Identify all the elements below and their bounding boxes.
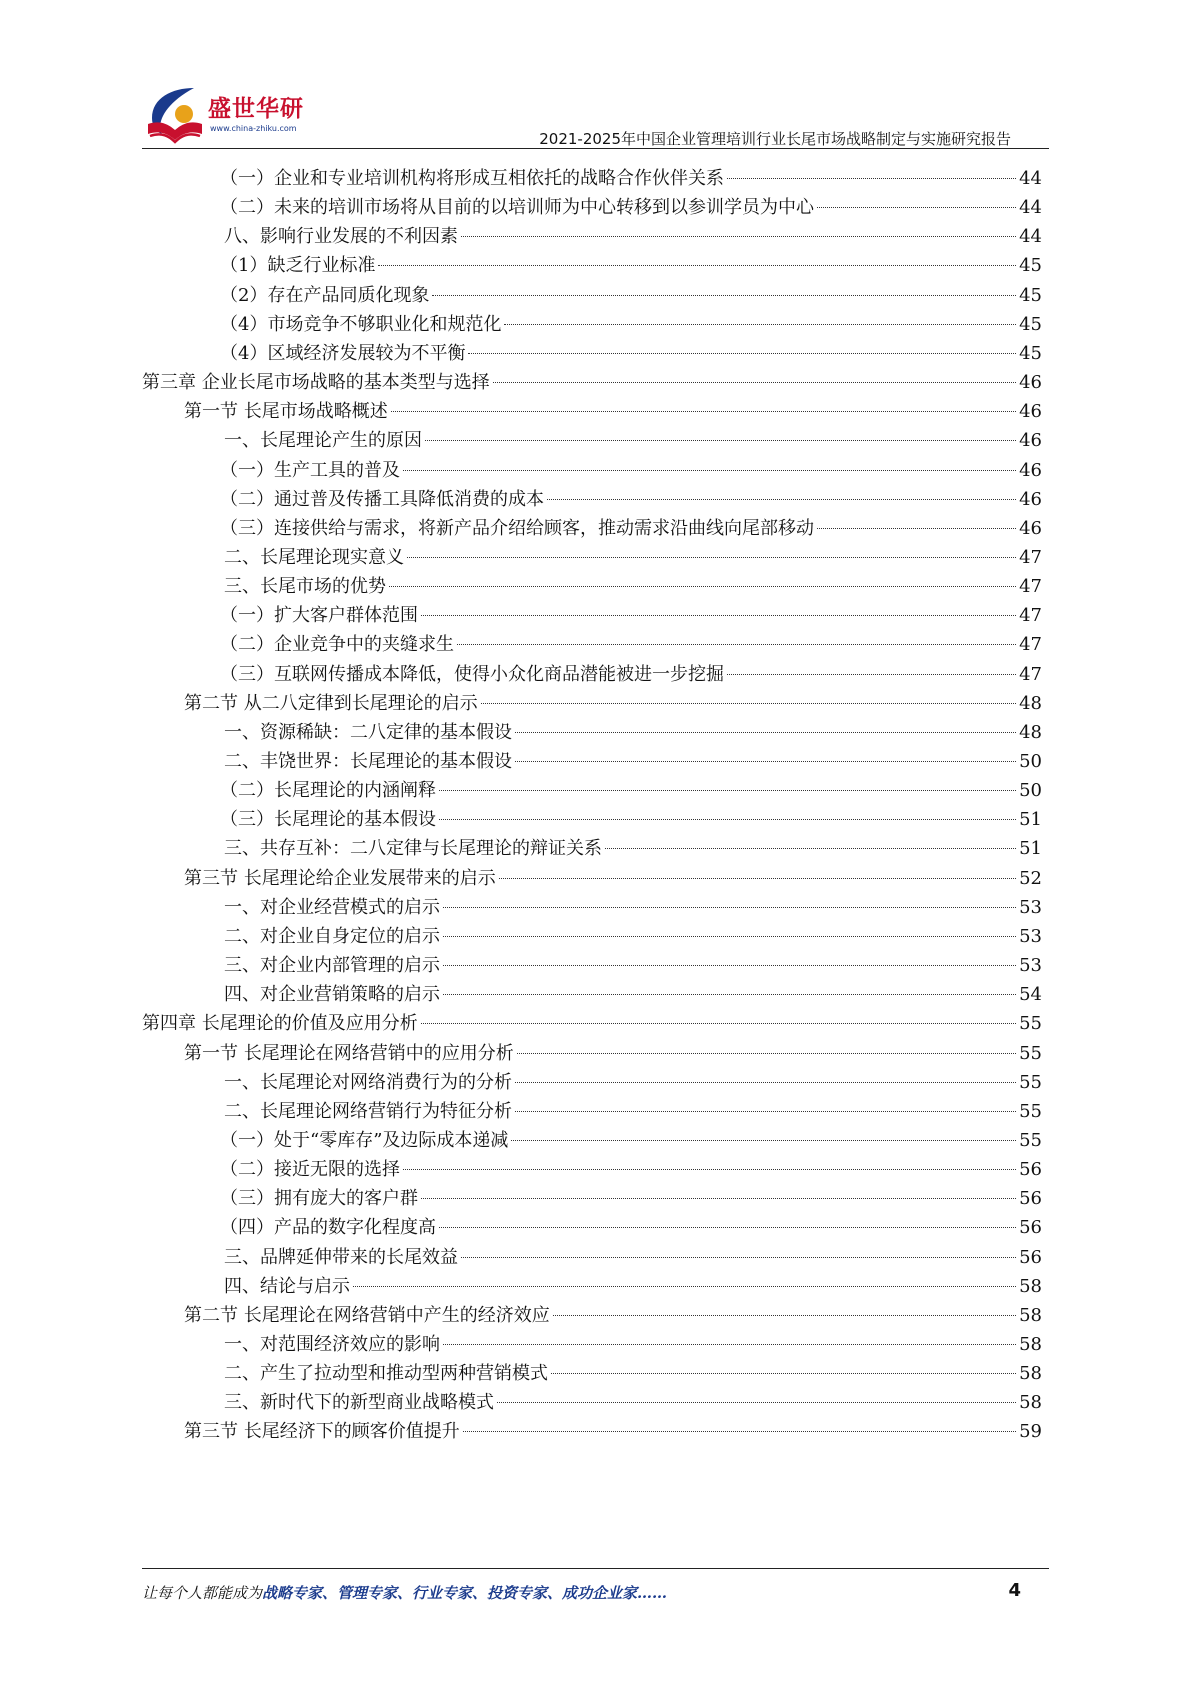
toc-leader-dots	[547, 499, 1016, 500]
toc-entry-page: 46	[1019, 517, 1042, 539]
toc-entry-title: 第三节 长尾经济下的顾客价值提升	[184, 1421, 460, 1443]
toc-entry-page: 53	[1019, 925, 1042, 947]
toc-entry-title: （一）企业和专业培训机构将形成互相依托的战略合作伙伴关系	[220, 168, 724, 189]
toc-entry-title: （二）接近无限的选择	[220, 1159, 400, 1181]
toc-leader-dots	[515, 761, 1016, 762]
footer-slogan-highlight: 战略专家、管理专家、行业专家、投资专家、成功企业家……	[262, 1584, 668, 1602]
toc-entry-title: 八、影响行业发展的不利因素	[224, 226, 458, 248]
toc-entry-title: 第一节 长尾市场战略概述	[184, 401, 388, 423]
toc-entry[interactable]	[142, 1272, 1042, 1302]
toc-leader-dots	[439, 790, 1016, 791]
toc-entry-page: 58	[1019, 1304, 1042, 1326]
toc-entry-title: （2）存在产品同质化现象	[220, 284, 430, 306]
toc-entry-title: 三、品牌延伸带来的长尾效益	[224, 1246, 458, 1268]
toc-entry-page: 47	[1019, 634, 1042, 656]
toc-entry-page: 58	[1019, 1275, 1042, 1297]
footer-divider	[142, 1568, 1049, 1569]
toc-entry[interactable]	[142, 514, 1042, 544]
toc-entry-title: （一）扩大客户群体范围	[220, 605, 418, 627]
toc-leader-dots	[468, 353, 1016, 354]
toc-entry-title: 一、对企业经营模式的启示	[224, 896, 440, 918]
toc-entry-title: 第三节 长尾理论给企业发展带来的启示	[184, 867, 496, 889]
toc-entry-page: 44	[1019, 226, 1042, 248]
toc-entry[interactable]	[142, 1213, 1042, 1243]
toc-entry-title: 三、新时代下的新型商业战略模式	[224, 1392, 494, 1414]
toc-entry[interactable]	[142, 543, 1042, 573]
toc-entry[interactable]	[142, 368, 1042, 398]
toc-leader-dots	[443, 965, 1016, 966]
toc-entry-title: 第三章 企业长尾市场战略的基本类型与选择	[142, 372, 490, 394]
toc-leader-dots	[727, 674, 1016, 675]
toc-leader-dots	[421, 615, 1016, 616]
toc-leader-dots	[493, 382, 1016, 383]
toc-leader-dots	[439, 1227, 1016, 1228]
header-divider	[142, 148, 1049, 149]
toc-entry[interactable]	[142, 718, 1042, 748]
toc-entry-title: （二）长尾理论的内涵阐释	[220, 780, 436, 802]
toc-entry-title: 第四章 长尾理论的价值及应用分析	[142, 1013, 418, 1035]
toc-entry-page: 55	[1019, 1071, 1042, 1093]
toc-entry-page: 58	[1019, 1363, 1042, 1385]
toc-leader-dots	[353, 1286, 1016, 1287]
toc-leader-dots	[515, 1082, 1016, 1083]
toc-entry[interactable]	[142, 193, 1042, 223]
toc-entry-page: 55	[1019, 1129, 1042, 1151]
toc-entry[interactable]	[142, 834, 1042, 864]
toc-entry-title: 四、结论与启示	[224, 1275, 350, 1297]
toc-entry-title: 二、丰饶世界：长尾理论的基本假设	[224, 751, 512, 772]
toc-entry[interactable]	[142, 1417, 1042, 1447]
toc-entry-page: 52	[1019, 867, 1042, 889]
toc-entry-page: 45	[1019, 284, 1042, 306]
toc-entry-page: 46	[1019, 459, 1042, 481]
toc-leader-dots	[443, 1344, 1016, 1345]
toc-entry[interactable]	[142, 922, 1042, 952]
toc-entry-title: 三、共存互补：二八定律与长尾理论的辩证关系	[224, 838, 602, 860]
toc-entry[interactable]	[142, 397, 1042, 427]
toc-entry-title: 二、产生了拉动型和推动型两种营销模式	[224, 1363, 548, 1385]
toc-entry-title: 第一节 长尾理论在网络营销中的应用分析	[184, 1042, 514, 1064]
toc-leader-dots	[461, 1257, 1016, 1258]
toc-entry[interactable]	[142, 630, 1042, 660]
toc-entry-page: 53	[1019, 896, 1042, 918]
toc-leader-dots	[461, 236, 1016, 237]
toc-entry-page: 53	[1019, 955, 1042, 977]
toc-leader-dots	[817, 207, 1016, 208]
toc-entry-title: 三、对企业内部管理的启示	[224, 955, 440, 977]
toc-leader-dots	[517, 1053, 1016, 1054]
toc-entry[interactable]	[142, 1301, 1042, 1331]
toc-entry[interactable]	[142, 485, 1042, 515]
toc-entry-title: （4）市场竞争不够职业化和规范化	[220, 313, 502, 335]
toc-entry-page: 56	[1019, 1246, 1042, 1268]
toc-entry-title: （1）缺乏行业标准	[220, 255, 376, 277]
company-logo	[142, 84, 312, 148]
toc-leader-dots	[443, 936, 1016, 937]
toc-entry[interactable]	[142, 601, 1042, 631]
toc-entry-title: （四）产品的数字化程度高	[220, 1217, 436, 1239]
toc-entry[interactable]	[142, 1330, 1042, 1360]
toc-leader-dots	[463, 1431, 1016, 1432]
toc-entry[interactable]	[142, 339, 1042, 369]
toc-leader-dots	[425, 440, 1016, 441]
toc-leader-dots	[403, 470, 1016, 471]
toc-entry[interactable]	[142, 893, 1042, 923]
toc-entry[interactable]	[142, 1126, 1042, 1156]
toc-leader-dots	[421, 1023, 1016, 1024]
toc-entry-title: 第二节 长尾理论在网络营销中产生的经济效应	[184, 1304, 550, 1326]
toc-leader-dots	[443, 907, 1016, 908]
toc-entry-title: 一、长尾理论产生的原因	[224, 430, 422, 452]
toc-leader-dots	[497, 1402, 1016, 1403]
page-number: 4	[1008, 1580, 1021, 1601]
toc-entry-page: 58	[1019, 1334, 1042, 1355]
toc-entry-page: 47	[1019, 546, 1042, 568]
toc-entry-title: 四、对企业营销策略的启示	[224, 984, 440, 1006]
toc-entry[interactable]	[142, 660, 1042, 690]
toc-entry[interactable]	[142, 980, 1042, 1010]
toc-entry-title: （二）企业竞争中的夹缝求生	[220, 634, 454, 656]
toc-leader-dots	[481, 703, 1016, 704]
document-title: 2021-2025年中国企业管理培训行业长尾市场战略制定与实施研究报告	[539, 130, 1011, 148]
toc-entry-title: 三、长尾市场的优势	[224, 576, 386, 598]
toc-entry-title: 一、资源稀缺：二八定律的基本假设	[224, 721, 512, 743]
toc-entry[interactable]	[142, 426, 1042, 456]
toc-entry-title: （4）区域经济发展较为不平衡	[220, 342, 466, 364]
toc-leader-dots	[605, 848, 1016, 849]
toc-leader-dots	[378, 265, 1016, 266]
toc-entry-title: （一）生产工具的普及	[220, 459, 400, 481]
toc-entry-title: （二）通过普及传播工具降低消费的成本	[220, 488, 544, 510]
toc-leader-dots	[511, 1140, 1016, 1141]
toc-entry[interactable]	[142, 1388, 1042, 1418]
toc-entry-page: 45	[1019, 342, 1042, 364]
logo-url: www.china-zhiku.com	[210, 124, 297, 133]
toc-entry[interactable]	[142, 864, 1042, 894]
toc-entry-page: 48	[1019, 721, 1042, 743]
toc-leader-dots	[504, 324, 1016, 325]
toc-entry[interactable]	[142, 222, 1042, 252]
toc-entry-page: 55	[1019, 1100, 1042, 1122]
toc-entry[interactable]	[142, 572, 1042, 602]
toc-entry-title: （三）互联网传播成本降低，使得小众化商品潜能被进一步挖掘	[220, 663, 724, 685]
toc-entry-page: 50	[1019, 751, 1042, 772]
toc-leader-dots	[515, 1111, 1016, 1112]
logo-book-icon	[142, 84, 208, 148]
toc-entry[interactable]	[142, 689, 1042, 719]
toc-leader-dots	[515, 732, 1016, 733]
toc-entry[interactable]	[142, 1068, 1042, 1098]
toc-entry-title: 第二节 从二八定律到长尾理论的启示	[184, 692, 478, 714]
toc-entry-page: 55	[1019, 1042, 1042, 1064]
logo-name: 盛世华研	[208, 96, 304, 122]
toc-leader-dots	[407, 557, 1016, 558]
toc-entry-page: 48	[1019, 692, 1042, 714]
toc-entry-page: 45	[1019, 313, 1042, 335]
toc-entry-page: 44	[1019, 197, 1042, 219]
toc-entry-title: 一、对范围经济效应的影响	[224, 1334, 440, 1355]
toc-entry-page: 50	[1019, 780, 1042, 802]
toc-entry[interactable]	[142, 1039, 1042, 1069]
toc-entry-page: 46	[1019, 488, 1042, 510]
toc-entry-page: 46	[1019, 401, 1042, 423]
footer-slogan-lead: 让每个人都能成为	[142, 1584, 263, 1602]
toc-leader-dots	[432, 295, 1016, 296]
toc-entry-title: 二、长尾理论现实意义	[224, 546, 404, 568]
toc-leader-dots	[391, 411, 1016, 412]
toc-entry[interactable]	[142, 456, 1042, 486]
toc-entry-page: 47	[1019, 576, 1042, 598]
toc-entry-title: 二、长尾理论网络营销行为特征分析	[224, 1100, 512, 1122]
toc-entry-page: 47	[1019, 605, 1042, 627]
toc-leader-dots	[403, 1169, 1016, 1170]
toc-entry[interactable]	[142, 951, 1042, 981]
toc-entry[interactable]	[142, 251, 1042, 281]
toc-entry-title: （三）连接供给与需求，将新产品介绍给顾客，推动需求沿曲线向尾部移动	[220, 517, 814, 539]
toc-entry-page: 54	[1019, 984, 1042, 1006]
toc-leader-dots	[817, 528, 1016, 529]
toc-entry-title: 一、长尾理论对网络消费行为的分析	[224, 1071, 512, 1093]
toc-entry-title: （三）拥有庞大的客户群	[220, 1188, 418, 1210]
toc-entry[interactable]	[142, 1184, 1042, 1214]
toc-entry[interactable]	[142, 747, 1042, 777]
toc-entry[interactable]	[142, 310, 1042, 340]
toc-entry-page: 59	[1019, 1421, 1042, 1443]
toc-entry[interactable]	[142, 1155, 1042, 1185]
toc-entry-page: 56	[1019, 1217, 1042, 1239]
toc-leader-dots	[553, 1315, 1016, 1316]
toc-leader-dots	[439, 819, 1016, 820]
toc-entry-page: 46	[1019, 372, 1042, 394]
toc-entry-page: 51	[1019, 838, 1042, 860]
toc-entry-page: 56	[1019, 1159, 1042, 1181]
toc-entry-page: 47	[1019, 663, 1042, 685]
toc-entry-title: 二、对企业自身定位的启示	[224, 925, 440, 947]
toc-leader-dots	[727, 178, 1016, 179]
toc-entry-page: 51	[1019, 809, 1042, 831]
toc-entry-page: 55	[1019, 1013, 1042, 1035]
toc-entry-page: 44	[1019, 168, 1042, 189]
toc-entry-title: （三）长尾理论的基本假设	[220, 809, 436, 831]
toc-leader-dots	[457, 644, 1016, 645]
toc-leader-dots	[499, 878, 1016, 879]
toc-entry[interactable]	[142, 164, 1042, 194]
toc-leader-dots	[551, 1373, 1016, 1374]
toc-entry[interactable]	[142, 776, 1042, 806]
toc-entry[interactable]	[142, 1009, 1042, 1039]
toc-entry[interactable]	[142, 1243, 1042, 1273]
toc-leader-dots	[421, 1198, 1016, 1199]
toc-entry-title: （一）处于“零库存”及边际成本递减	[220, 1129, 509, 1151]
toc-entry-page: 56	[1019, 1188, 1042, 1210]
toc-entry-page: 58	[1019, 1392, 1042, 1414]
toc-entry-title: （二）未来的培训市场将从目前的以培训师为中心转移到以参训学员为中心	[220, 197, 814, 219]
toc-entry[interactable]	[142, 805, 1042, 835]
toc-entry[interactable]	[142, 1359, 1042, 1389]
footer-slogan	[142, 1582, 667, 1603]
toc-leader-dots	[443, 994, 1016, 995]
toc-entry-page: 45	[1019, 255, 1042, 277]
toc-entry-page: 46	[1019, 430, 1042, 452]
toc-leader-dots	[389, 586, 1016, 587]
toc-entry[interactable]	[142, 281, 1042, 311]
toc-entry[interactable]	[142, 1097, 1042, 1127]
